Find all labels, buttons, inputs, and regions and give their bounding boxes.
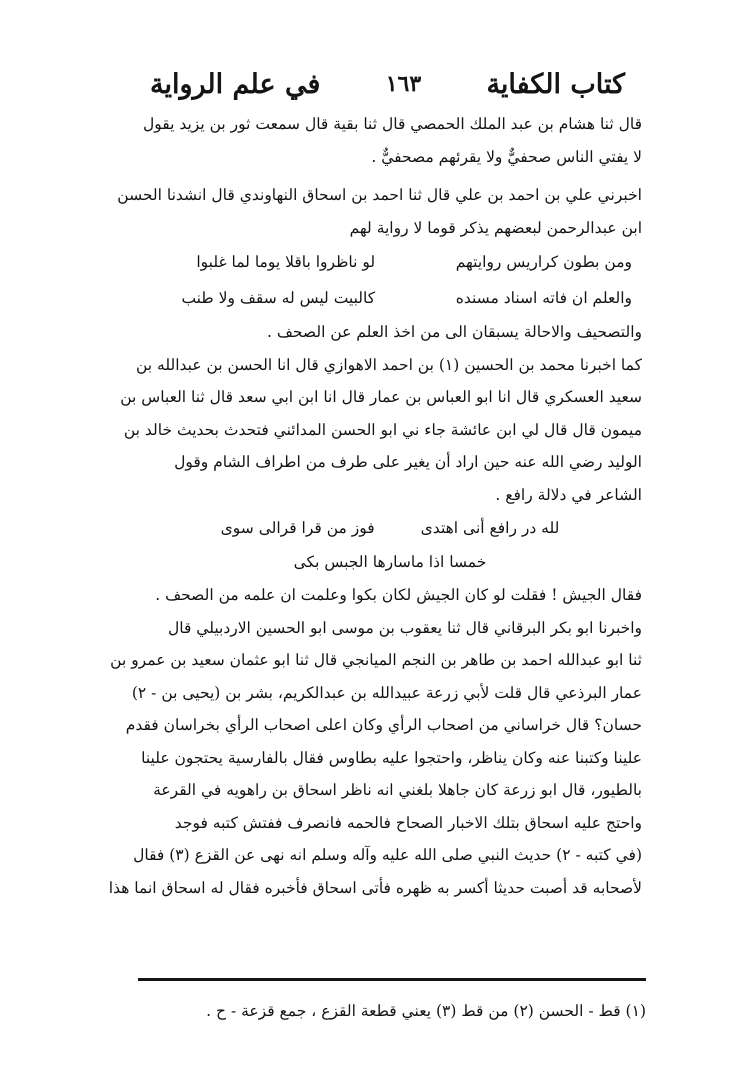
text-line: كما اخبرنا محمد بن الحسين (١) بن احمد الاهوازي قال انا الحسن بن عبدالله بن [136,355,642,374]
verse-second-hemistich: فوز من قرا قرالى سوى [220,519,375,537]
text-line: ميمون قال قال لي ابن عائشة جاء ني ابو الحسن المدائني فتحدث بحديث خالد بن [123,420,642,439]
verse-line [138,244,642,280]
footnote-divider [138,978,646,981]
text-line: والتصحيف والاحالة يسبقان الى من اخذ العلم عن الصحف . [267,323,642,341]
text-line: علينا وكتبنا عنه وكان يناظر، واحتجوا عليه بطاوس فقال بالفارسية يحتجون علينا [141,748,642,767]
text-line: واخبرنا ابو بكر البرقاني قال ثنا يعقوب بن موسى ابو الحسين الاردبيلي قال [167,618,642,637]
text-line: ثنا ابو عبدالله احمد بن طاهر بن النجم الميانجي قال ثنا ابو عثمان سعيد بن عمرو بن [110,651,642,669]
verse-second-hemistich: كالبيت ليس له سقف ولا طنب [181,289,376,307]
text-line: اخبرني علي بن احمد بن علي قال ثنا احمد بن اسحاق النهاوندي قال انشدنا الحسن [117,186,642,204]
book-title: كتاب الكفاية [486,68,625,100]
text-line: بالطيور، قال ابو زرعة كان جاهلا بلغني انه ناظر اسحاق بن راهويه في القرعة [153,781,642,799]
verse-first-hemistich: ومن بطون كراريس روايتهم [455,253,632,271]
page-number: ١٦٣ [385,71,422,97]
text-line: الشاعر في دلالة رافع . [495,485,642,504]
section-title: في علم الرواية [150,68,321,100]
verse-second-hemistich: لو ناظروا باقلا يوما لما غلبوا [196,253,376,271]
verse-first-hemistich: والعلم ان فاته اسناد مسنده [455,289,632,307]
text-line: واحتج عليه اسحاق بتلك الاخبار الصحاح فالحمه فانصرف ففتش كتبه فوجد [174,813,642,832]
text-line: حسان؟ قال خراساني من اصحاب الرأي وكان اعلى اصحاب الرأي بخراسان فقدم [125,716,642,734]
text-line: فقال الجيش ! فقلت لو كان الجيش لكان بكوا وعلمت ان علمه من الصحف . [155,586,642,604]
text-line: سعيد العسكري قال انا ابو العباس بن عمار قال انا ابن ابي سعد قال ثنا العباس بن [120,388,642,406]
text-line: لأصحابه قد أصبت حديثا أكسر به ظهره فأتى اسحاق فأخبره فقال له اسحاق انما هذا [108,878,642,897]
main-text [108,108,642,904]
page-header [150,62,625,106]
verse-line [138,280,642,316]
text-line: لا يفتي الناس صحفيٌّ ولا يقرئهم مصحفيٌّ . [371,147,642,166]
footnote: (١) قط - الحسن (٢) من قط (٣) يعني قطعة القزع ، جمع قزعة - ح . [206,1002,646,1020]
verse-line: خمسا اذا ماسارها الجبس بكى [293,553,487,571]
text-line: (في كتبه - ٢) حديث النبي صلى الله عليه وآله وسلم انه نهى عن القزع (٣) فقال [133,846,642,864]
text-line: الوليد رضي الله عنه حين اراد أن يغير على طرف من اطراف الشام وقول [174,453,642,471]
verse-line [138,511,642,545]
text-line: قال ثنا هشام بن عبد الملك الحمصي قال ثنا بقية قال سمعت ثور بن يزيد يقول [143,115,642,133]
verse-first-hemistich: لله در رافع أنى اهتدى [420,519,560,537]
text-line: عمار البرذعي قال قلت لأبي زرعة عبيدالله بن عبدالكريم، بشر بن (يحيى بن - ٢) [131,683,642,702]
text-line: ابن عبدالرحمن لبعضهم يذكر قوما لا رواية لهم [349,218,642,237]
